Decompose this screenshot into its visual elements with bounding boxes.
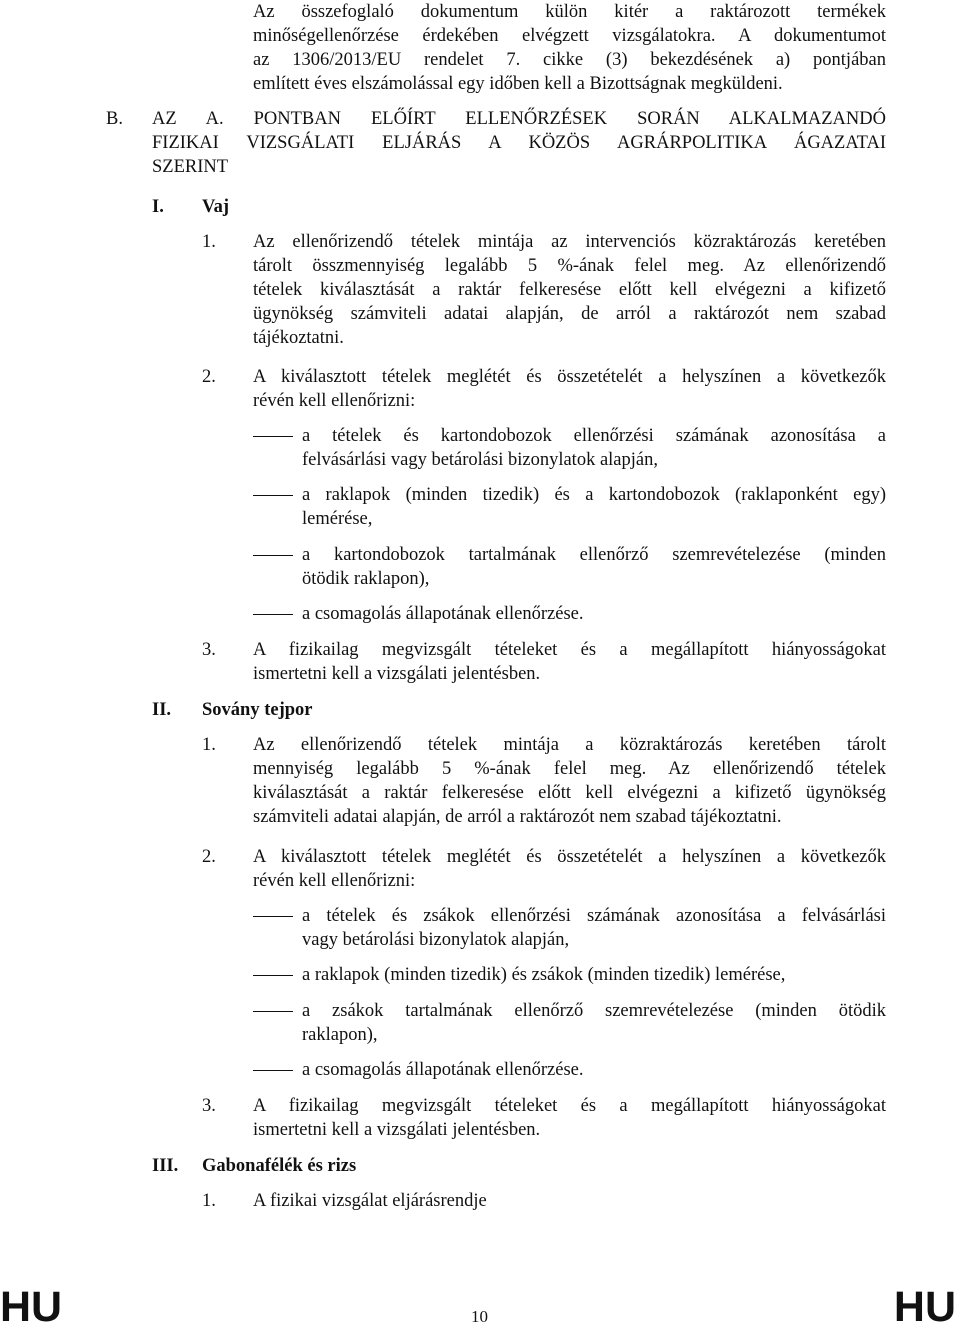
text-line: a raklapok (minden tizedik) és zsákok (minden tizedik) lemérése, xyxy=(302,965,786,985)
part2-item2-text xyxy=(253,845,886,893)
intro-line: Az összefoglaló dokumentum külön kitér a raktározott termékek xyxy=(253,2,886,22)
part2-dash-item xyxy=(302,1058,886,1082)
part1-numeral: I. xyxy=(152,197,164,217)
part2-dash-item xyxy=(302,999,886,1047)
part3-item1-text: A fizikai vizsgálat eljárásrendje xyxy=(253,1191,487,1211)
part3-title: Gabonafélék és rizs xyxy=(202,1156,357,1176)
part1-dash-item xyxy=(302,543,886,591)
part2-numeral: II. xyxy=(152,700,172,720)
text-line: mennyiség legalább 5 %-ának felel meg. Az ellenőrizendő tételek xyxy=(253,759,886,779)
part3-item1-number: 1. xyxy=(202,1191,216,1211)
text-line: tárolt összmennyiség legalább 5 %-ának felel meg. Az ellenőrizendő xyxy=(253,256,886,276)
text-line: a csomagolás állapotának ellenőrzése. xyxy=(302,604,584,624)
part1-title: Vaj xyxy=(202,197,230,217)
text-line: a raklapok (minden tizedik) és a kartondobozok (raklaponként egy) xyxy=(302,485,886,505)
text-line: felvásárlási vagy betárolási bizonylatok alapján, xyxy=(302,450,658,470)
text-line: a tételek és kartondobozok ellenőrzési számának azonosítása a xyxy=(302,426,886,446)
part1-item1-text xyxy=(253,230,886,350)
text-line: a zsákok tartalmának ellenőrző szemrevételezése (minden ötödik xyxy=(302,1001,886,1021)
page-number: 10 xyxy=(471,1307,488,1326)
part2-dash-item xyxy=(302,963,886,987)
dash-bullet xyxy=(253,495,293,496)
text-line: a tételek és zsákok ellenőrzési számának azonosítása a felvásárlási xyxy=(302,906,886,926)
intro-line: az 1306/2013/EU rendelet 7. cikke (3) bekezdésének a) pontjában xyxy=(253,50,886,70)
intro-paragraph xyxy=(253,0,886,96)
dash-bullet xyxy=(253,1070,293,1071)
section-b-title-line: FIZIKAI VIZSGÁLATI ELJÁRÁS A KÖZÖS AGRÁRPOLITIKA ÁGAZATAI xyxy=(152,133,886,153)
text-line: A fizikailag megvizsgált tételeket és a megállapított hiányosságokat xyxy=(253,640,886,660)
text-line: vagy betárolási bizonylatok alapján, xyxy=(302,930,570,950)
dash-bullet xyxy=(253,1011,293,1012)
part2-item1-text xyxy=(253,733,886,829)
part2-dash-item xyxy=(302,904,886,952)
text-line: számviteli adatai alapján, de arról a raktározót nem szabad tájékoztatni. xyxy=(253,807,782,827)
part2-item2-number: 2. xyxy=(202,847,216,867)
part3-numeral: III. xyxy=(152,1156,179,1176)
part1-item3-number: 3. xyxy=(202,640,216,660)
section-b-title-line: AZ A. PONTBAN ELŐÍRT ELLENŐRZÉSEK SORÁN ALKALMAZANDÓ xyxy=(152,109,886,129)
text-line: tételek kiválasztását a raktár felkeresése előtt kell elvégezni a kifizető xyxy=(253,280,886,300)
text-line: révén kell ellenőrizni: xyxy=(253,871,416,891)
part2-title: Sovány tejpor xyxy=(202,700,313,720)
text-line: lemérése, xyxy=(302,509,373,529)
dash-bullet xyxy=(253,975,293,976)
part1-item3-text xyxy=(253,638,886,686)
dash-bullet xyxy=(253,916,293,917)
text-line: ügynökség számviteli adatai alapján, de arról a raktározót nem szabad xyxy=(253,304,886,324)
part1-item2-text xyxy=(253,365,886,413)
text-line: ismertetni kell a vizsgálati jelentésben. xyxy=(253,664,541,684)
footer-language-right: HU xyxy=(893,1283,956,1331)
text-line: A fizikailag megvizsgált tételeket és a megállapított hiányosságokat xyxy=(253,1096,886,1116)
section-b-marker: B. xyxy=(106,109,123,129)
text-line: a kartondobozok tartalmának ellenőrző szemrevételezése (minden xyxy=(302,545,886,565)
dash-bullet xyxy=(253,436,293,437)
part2-item3-number: 3. xyxy=(202,1096,216,1116)
text-line: kiválasztását a raktár felkeresése előtt kell elvégezni a kifizető ügynökség xyxy=(253,783,886,803)
part1-item1-number: 1. xyxy=(202,232,216,252)
footer-language-left: HU xyxy=(0,1283,63,1331)
text-line: raklapon), xyxy=(302,1025,378,1045)
section-b-title-line: SZERINT xyxy=(152,157,229,177)
text-line: A kiválasztott tételek meglétét és összetételét a helyszínen a következők xyxy=(253,367,886,387)
part2-item1-number: 1. xyxy=(202,735,216,755)
text-line: ötödik raklapon), xyxy=(302,569,430,589)
text-line: ismertetni kell a vizsgálati jelentésben. xyxy=(253,1120,541,1140)
text-line: révén kell ellenőrizni: xyxy=(253,391,416,411)
dash-bullet xyxy=(253,614,293,615)
text-line: Az ellenőrizendő tételek mintája a közraktározás keretében tárolt xyxy=(253,735,886,755)
text-line: A kiválasztott tételek meglétét és összetételét a helyszínen a következők xyxy=(253,847,886,867)
dash-bullet xyxy=(253,555,293,556)
part2-item3-text xyxy=(253,1094,886,1142)
text-line: tájékoztatni. xyxy=(253,328,344,348)
part1-dash-item xyxy=(302,483,886,531)
intro-line: említett éves elszámolással egy időben kell a Bizottságnak megküldeni. xyxy=(253,74,783,94)
text-line: Az ellenőrizendő tételek mintája az intervenciós közraktározás keretében xyxy=(253,232,886,252)
part1-item2-number: 2. xyxy=(202,367,216,387)
part1-dash-item xyxy=(302,424,886,472)
section-b-title xyxy=(152,107,886,179)
intro-line: minőségellenőrzése érdekében elvégzett vizsgálatokra. A dokumentumot xyxy=(253,26,886,46)
text-line: a csomagolás állapotának ellenőrzése. xyxy=(302,1060,584,1080)
part1-dash-item xyxy=(302,602,886,626)
